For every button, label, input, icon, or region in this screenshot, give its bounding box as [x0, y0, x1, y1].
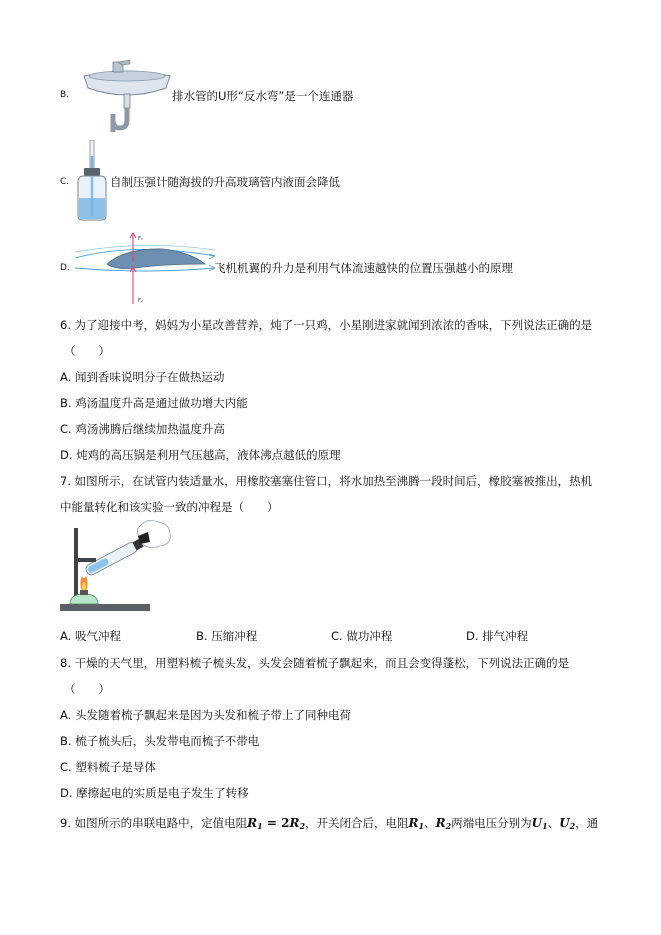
- option-c-text: 自制压强计随海拔的升高玻璃管内液面会降低: [110, 175, 340, 189]
- q9-text-part2: ，开关闭合后，电阻: [305, 816, 409, 830]
- q8-option-b: B. 梳子梳头后，头发带电而梳子不带电: [60, 734, 260, 748]
- option-b-label: B.: [60, 90, 70, 100]
- pressure-gauge-bottle-figure: [72, 140, 112, 222]
- q7-option-c: C. 做功冲程: [331, 629, 393, 643]
- q6-stem-line1: 6. 为了迎接中考，妈妈为小星改善营养，炖了一只鸡，小星刚进家就闻到浓浓的香味，下列说法正确的是: [60, 318, 593, 332]
- wing-airflow-figure: [75, 232, 215, 306]
- force-f2-label: F₂: [138, 298, 143, 304]
- test-tube-heating-figure: [60, 520, 172, 616]
- q9-sep: 、: [424, 816, 436, 830]
- force-f1-label: F₁: [138, 236, 143, 242]
- q9-text-part3: 两端电压分别为: [451, 816, 532, 830]
- q9-u2-sub: 2: [569, 821, 576, 831]
- q9-r2: R: [435, 816, 446, 830]
- option-d-label: D.: [60, 263, 70, 273]
- q8-option-d: D. 摩擦起电的实质是电子发生了转移: [60, 786, 249, 800]
- q9-eq-mid: = 2: [262, 816, 290, 830]
- q6-option-b: B. 鸡汤温度升高是通过做功增大内能: [60, 396, 248, 410]
- q7-option-b: B. 压缩冲程: [196, 629, 258, 643]
- q9-eq-r2-sub: 2: [299, 821, 306, 831]
- q9-r1-sub: 1: [418, 821, 425, 831]
- q9-eq-r1: R: [247, 816, 258, 830]
- q7-option-a: A. 吸气冲程: [60, 629, 121, 643]
- sink-drain-figure: [82, 58, 172, 132]
- q6-option-d: D. 炖鸡的高压锅是利用气压越高，液体沸点越低的原理: [60, 448, 341, 462]
- q7-stem-line1: 7. 如图所示，在试管内装适量水，用橡胶塞塞住管口，将水加热至沸腾一段时间后，橡胶塞被推出，热机: [60, 474, 593, 488]
- q9-r1: R: [408, 816, 419, 830]
- q8-stem-line1: 8. 干燥的天气里，用塑料梳子梳头发，头发会随着梳子飘起来，而且会变得蓬松，下列说法正确的是: [60, 656, 570, 670]
- q9-r2-sub: 2: [445, 821, 452, 831]
- q8-stem-line2: （ ）: [64, 682, 110, 696]
- q9-u2: U: [559, 816, 570, 830]
- q6-option-a: A. 闻到香味说明分子在做热运动: [60, 370, 225, 384]
- q7-option-d: D. 排气冲程: [466, 629, 529, 643]
- q9-stem: [60, 816, 598, 833]
- option-c-label: C.: [60, 177, 70, 187]
- q6-option-c: C. 鸡汤沸腾后继续加热温度升高: [60, 422, 225, 436]
- q9-eq-r1-sub: 1: [257, 821, 263, 831]
- q9-text-part4: ，通: [575, 816, 599, 830]
- q9-u1-sub: 1: [542, 821, 548, 831]
- q9-text-part1: 9. 如图所示的串联电路中，定值电阻: [60, 816, 248, 830]
- q9-sep2: 、: [547, 816, 560, 830]
- q9-u1: U: [531, 816, 543, 830]
- option-d-text: 飞机机翼的升力是利用气体流速越快的位置压强越小的原理: [214, 261, 513, 275]
- q8-option-a: A. 头发随着梳子飘起来是因为头发和梳子带上了同种电荷: [60, 708, 351, 722]
- q8-option-c: C. 塑料梳子是导体: [60, 760, 156, 774]
- option-b-text: 排水管的U形“反水弯”是一个连通器: [172, 89, 354, 103]
- q9-eq-r2: R: [289, 816, 300, 830]
- q7-stem-line2: 中能量转化和该实验一致的冲程是（ ）: [60, 500, 279, 514]
- q6-stem-line2: （ ）: [64, 344, 110, 358]
